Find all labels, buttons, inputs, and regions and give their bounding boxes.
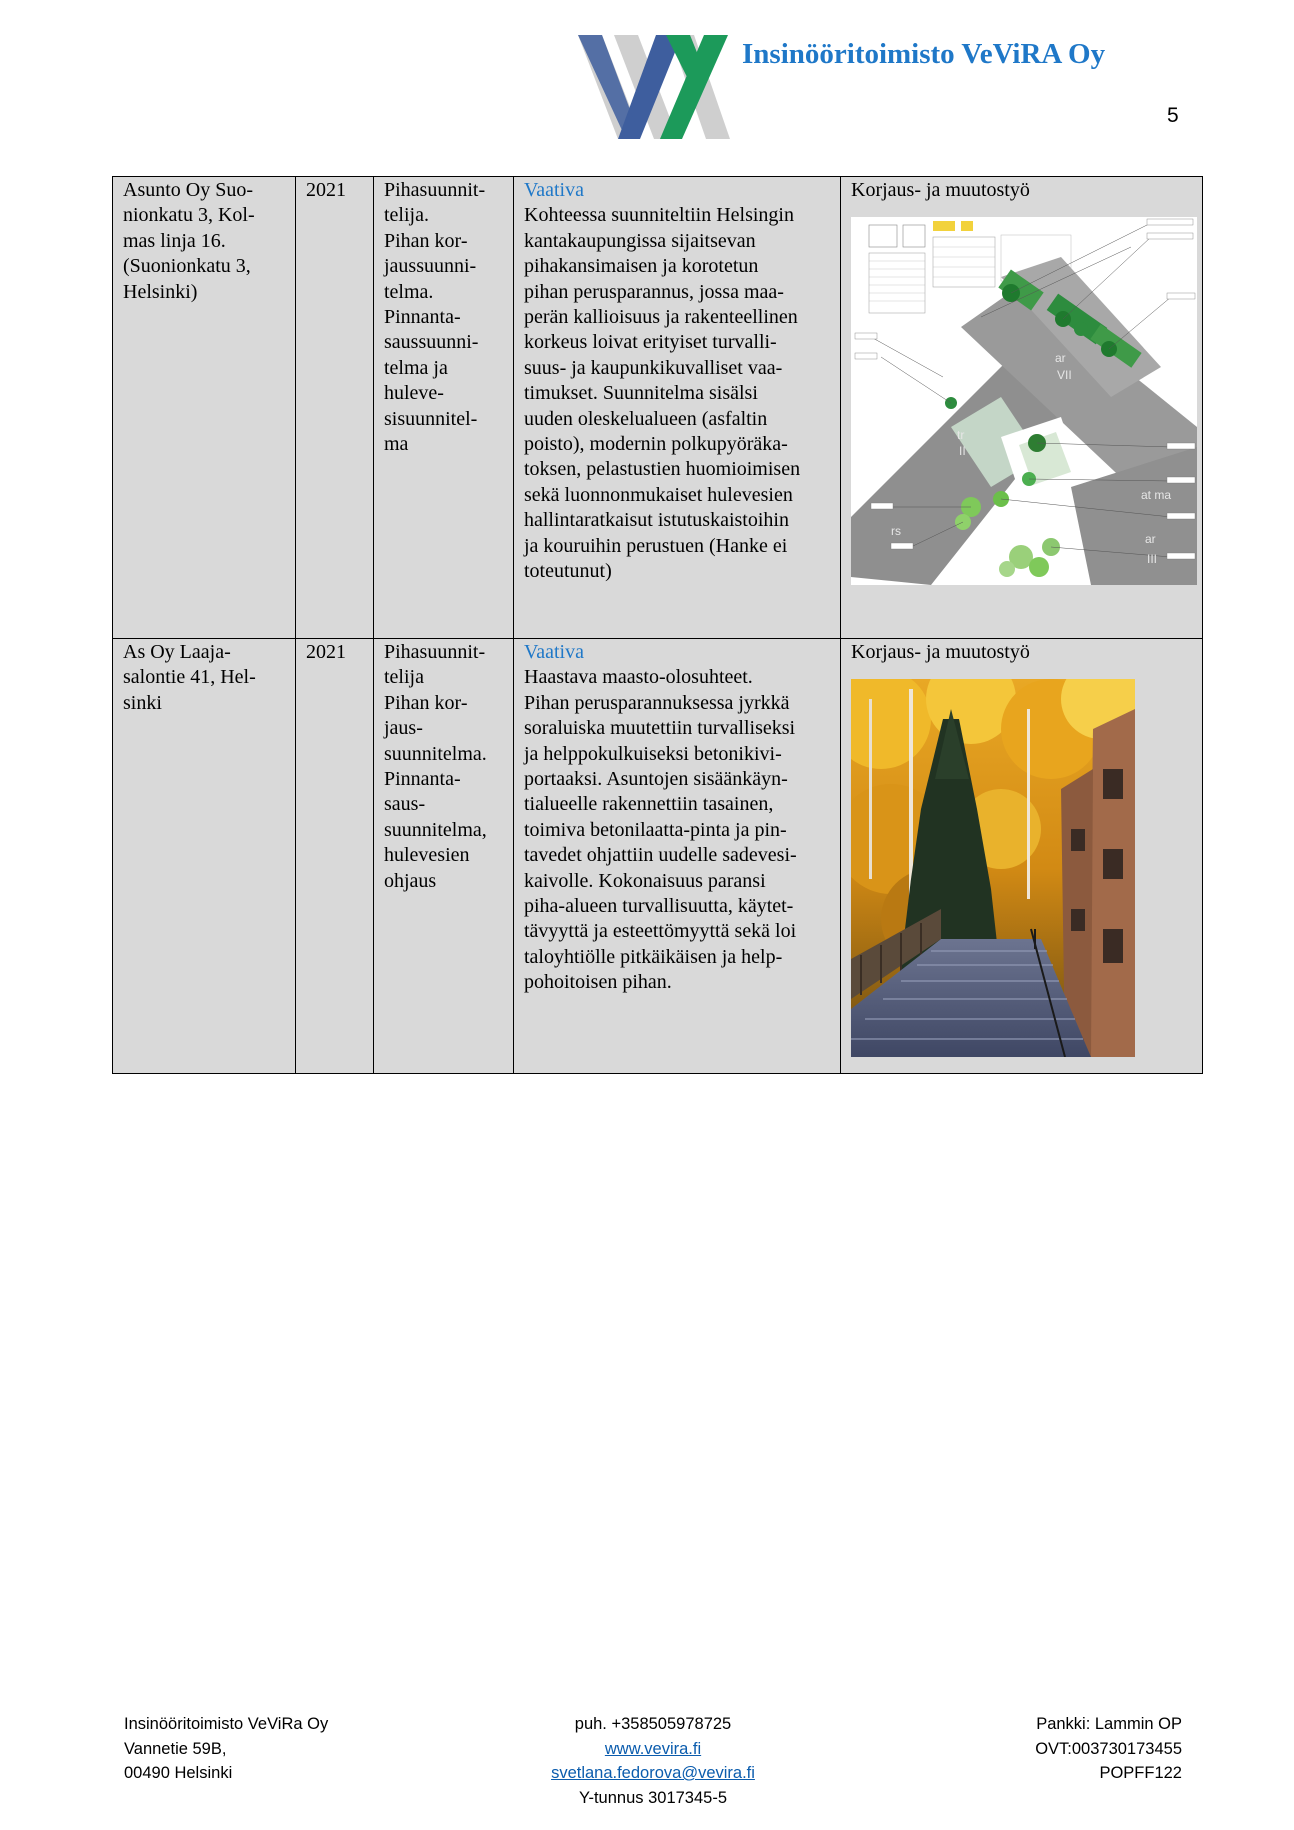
- work-type-cell: [841, 639, 1203, 1074]
- footer-contact: [480, 1712, 826, 1810]
- plan-label: at ma: [1141, 488, 1172, 503]
- vevira-logo: [578, 35, 736, 139]
- table-row: [113, 639, 1203, 1074]
- role-cell: Pihasuunnit- telija. Pihan kor- jaussuunni- telma. Pinnanta- saussuunni- telma ja huleve- sisuunnitel- ma: [374, 177, 514, 639]
- plan-label: tr: [957, 428, 965, 443]
- work-type-label: Korjaus- ja muutostyö: [851, 641, 1030, 663]
- client-cell: Asunto Oy Suo- nionkatu 3, Kol- mas linja 16. (Suonionkatu 3, Helsinki): [113, 177, 296, 639]
- site-plan-drawing: [851, 217, 1197, 585]
- plan-label: ar: [1145, 532, 1156, 547]
- work-type-label: Korjaus- ja muutostyö: [851, 179, 1030, 201]
- difficulty-label: Vaativa: [524, 179, 584, 201]
- description-cell: [514, 639, 841, 1074]
- role-cell: Pihasuunnit- telija Pihan kor- jaus- suunnitelma. Pinnanta- saus- suunnitelma, hulevesien ohjaus: [374, 639, 514, 1074]
- footer-ovt: OVT:003730173455: [1035, 1739, 1182, 1758]
- footer-business-id: Y-tunnus 3017345-5: [578, 1788, 728, 1807]
- plan-label: VII: [1057, 368, 1072, 383]
- reference-table: [112, 176, 1203, 1074]
- footer-company: Insinööritoimisto VeViRa Oy: [124, 1715, 329, 1733]
- year-cell: 2021: [296, 639, 374, 1074]
- footer-phone: puh. +358505978725: [574, 1715, 732, 1733]
- footer-email-link[interactable]: svetlana.fedorova@vevira.fi: [551, 1764, 755, 1782]
- footer-bank: [980, 1712, 1182, 1786]
- table-row: [113, 177, 1203, 639]
- description-text: Kohteessa suunniteltiin Helsingin kantakaupungissa sijaitsevan pihakansimaisen ja korotetun pihan perusparannus, jossa maa- perän kallioisuus ja rakenteellinen korkeus loivat erityiset turvalli- suus- ja kaupunkikuvalliset vaa- timukset. Suunnitelma sisälsi uuden oleskelualueen (asfaltin poisto), modernin polkupyöräka- toksen, pelastustien huomioimisen sekä luonnonmukaiset hulevesien hallintaratkaisut istutuskaistoihin ja kouruihin perustuen (Hanke ei toteutunut): [524, 204, 801, 583]
- company-title: Insinööritoimisto VeViRA Oy: [742, 38, 1106, 70]
- footer-address: [124, 1712, 328, 1786]
- plan-label: rs: [891, 524, 901, 539]
- description-text: Haastava maasto-olosuhteet. Pihan perusparannuksessa jyrkkä soraluiska muutettiin turvalliseksi ja helppokulkuiseksi betonikivi- portaaksi. Asuntojen sisäänkäyn- tialueelle rakennettiin tasainen, toimiva betonilaatta-pinta ja pin- tavedet ohjattiin uudelle sadevesi- kaivolle. Kokonaisuus paransi piha-alueen turvallisuutta, käytet- tävyyttä ja esteettömyyttä sekä loi taloyhtiölle pitkäikäisen ja help- pohoitoisen pihan.: [524, 666, 797, 994]
- footer-postal: 00490 Helsinki: [124, 1764, 233, 1782]
- stairs-photo: [851, 679, 1135, 1057]
- footer-street: Vannetie 59B,: [124, 1739, 227, 1758]
- plan-label: II: [959, 444, 966, 459]
- plan-label: III: [1147, 552, 1158, 567]
- footer-bic: POPFF122: [1099, 1764, 1182, 1782]
- plan-label: ar: [1055, 351, 1066, 366]
- footer-bank-name: Pankki: Lammin OP: [1036, 1715, 1182, 1733]
- difficulty-label: Vaativa: [524, 641, 584, 663]
- footer-website-link[interactable]: www.vevira.fi: [604, 1739, 702, 1758]
- year-cell: 2021: [296, 177, 374, 639]
- description-cell: [514, 177, 841, 639]
- client-cell: As Oy Laaja- salontie 41, Hel- sinki: [113, 639, 296, 1074]
- page-number: 5: [1167, 104, 1179, 127]
- work-type-cell: [841, 177, 1203, 639]
